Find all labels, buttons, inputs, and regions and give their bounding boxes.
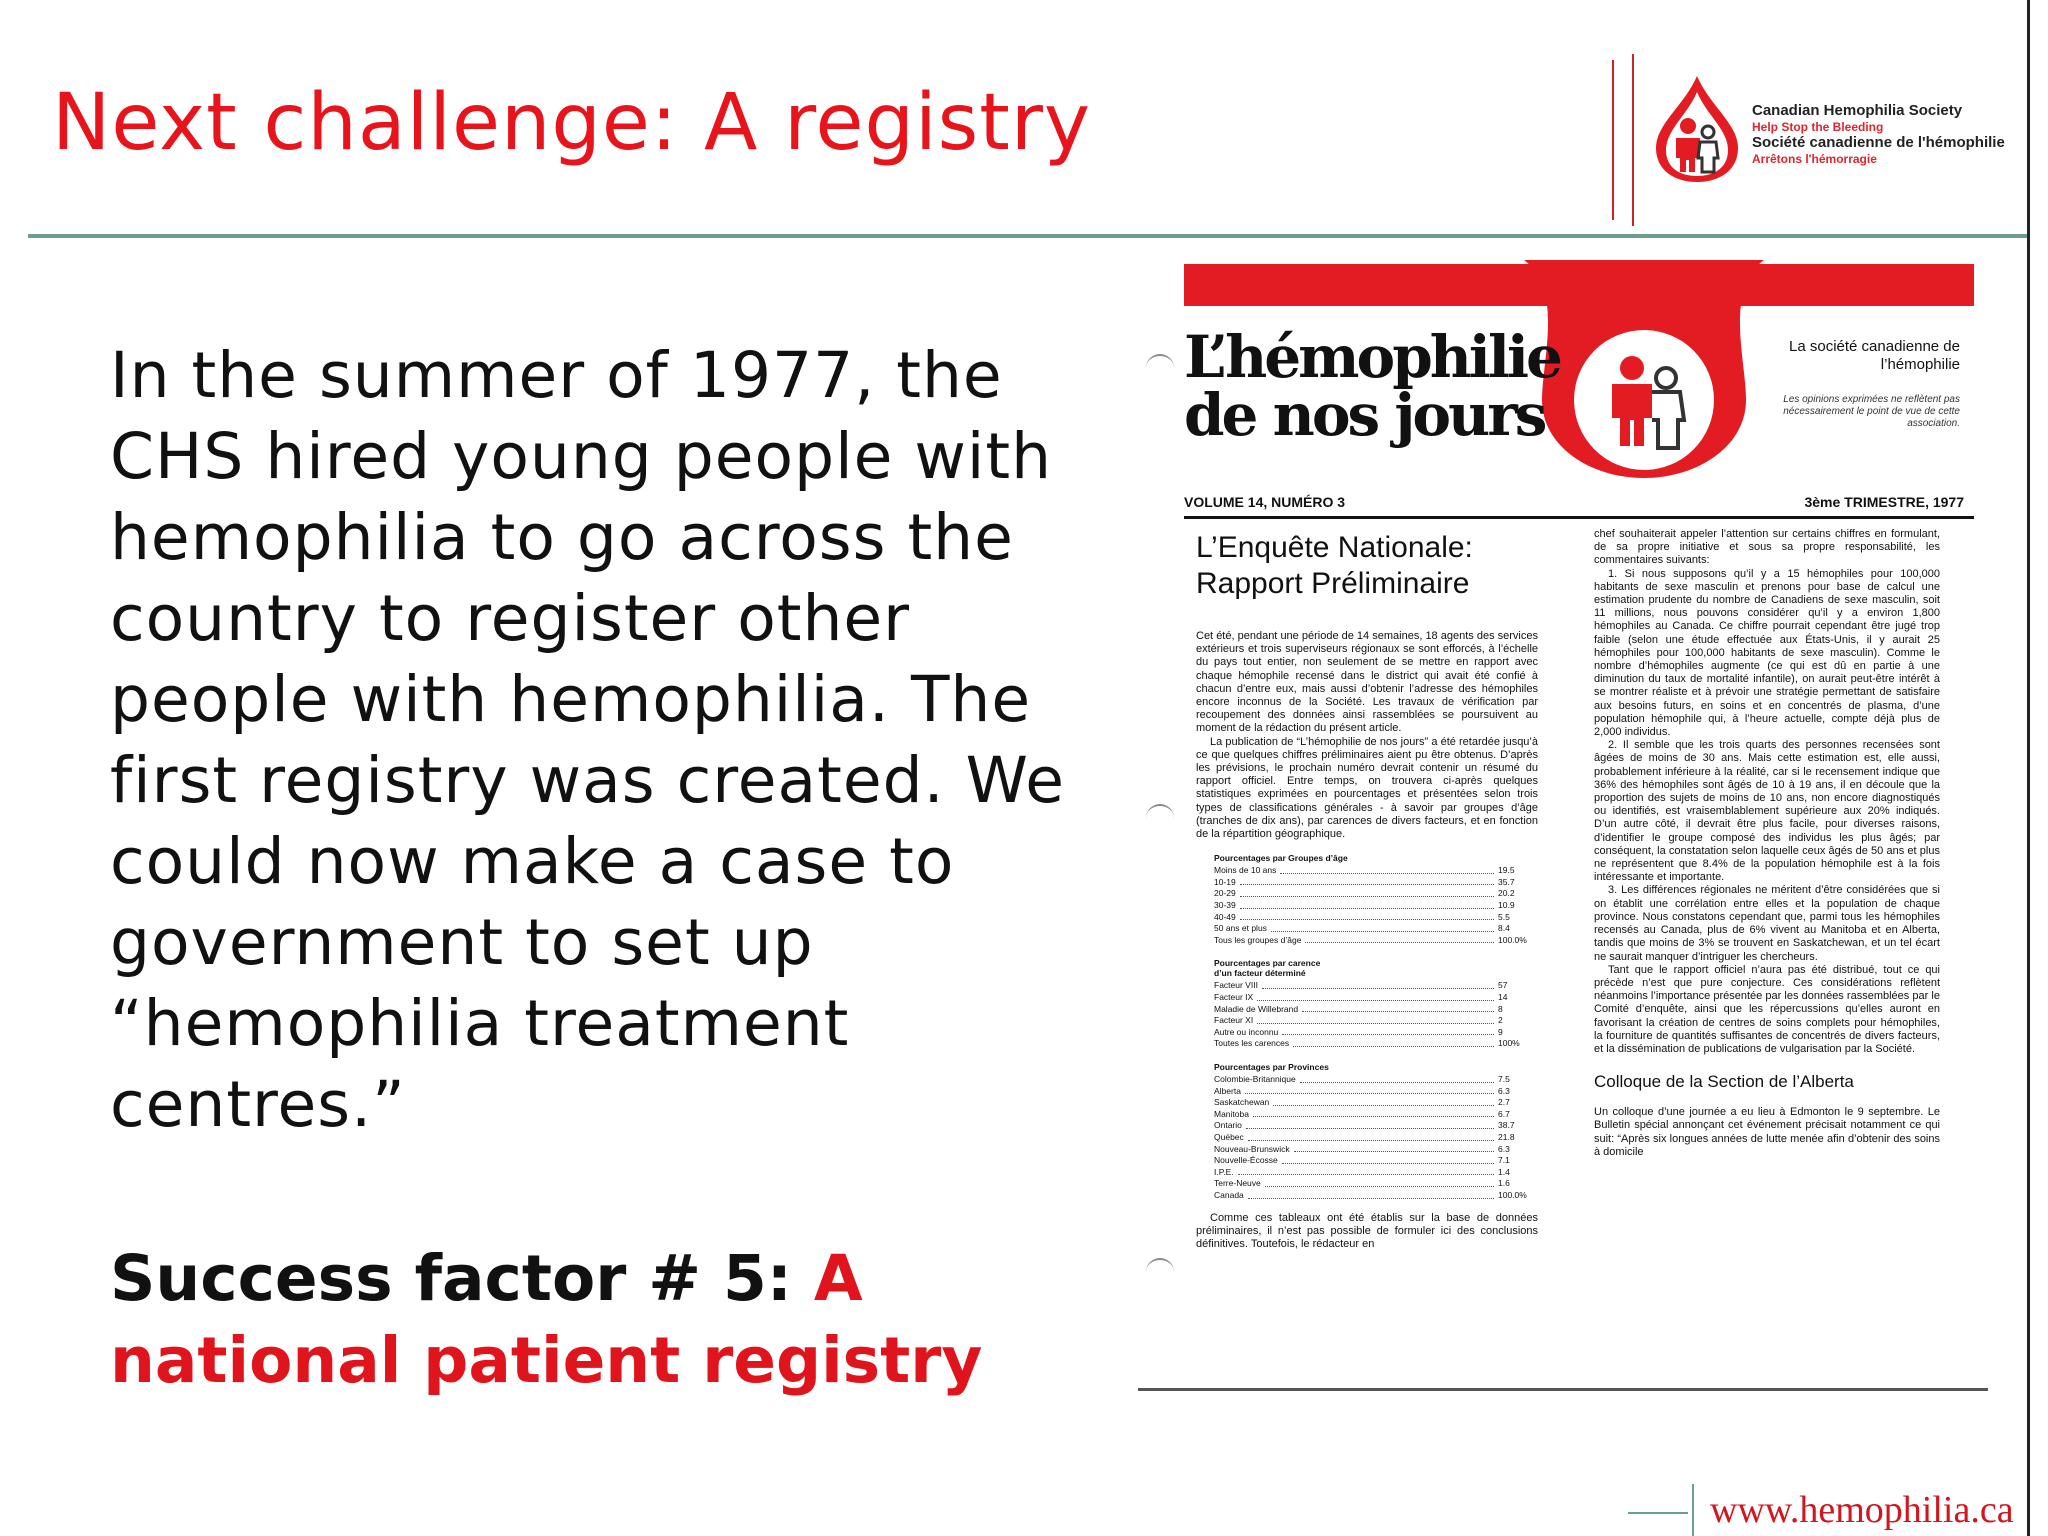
row-value: 38.7 xyxy=(1498,1120,1515,1131)
table-row xyxy=(1214,1109,1536,1121)
row-label: Toutes les carences xyxy=(1214,1038,1290,1049)
row-label: Québec xyxy=(1214,1131,1244,1142)
volume-bar xyxy=(1184,486,1974,519)
body-text: In the summer of 1977, the CHS hired young people with hemophilia to go across the country to register other people with hemophilia. The first registry was created. We could now make a case to government to set up “hemophilia treatment centres.” xyxy=(110,339,1066,1141)
factor-table xyxy=(1214,958,1536,1050)
province-table xyxy=(1214,1062,1536,1202)
paragraph: 3. Les différences régionales ne méritent d’être considérées que si on établit une corrélation entre elles et la population de chaque province. Nous constatons cependant que, parmi tous les hémophiles recensés au Canada, plus de 6% vivent au Manitoba et en Alberta, tandis que moins de 3% se trouvent en Saskatchewan, et un tel écart ne saurait manquer d’intriguer les chercheurs. xyxy=(1594,884,1940,963)
slide-right-edge xyxy=(2027,0,2030,1536)
footer-divider xyxy=(1692,1484,1694,1536)
row-value: 2 xyxy=(1498,1015,1503,1026)
logo-name-fr: Société canadienne de l'hémophilie xyxy=(1752,133,2005,151)
row-value: 6.7 xyxy=(1498,1108,1510,1119)
table-row xyxy=(1214,1074,1536,1086)
masthead-line2: de nos jours xyxy=(1184,381,1545,449)
row-label: Terre-Neuve xyxy=(1214,1178,1261,1189)
logo-divider xyxy=(1612,60,1614,220)
table-row xyxy=(1214,1190,1536,1202)
table-row xyxy=(1214,1167,1536,1179)
row-value: 57 xyxy=(1498,980,1508,991)
row-label: Nouvelle-Écosse xyxy=(1214,1155,1278,1166)
newsletter-org: La société canadienne de l’hémophilie xyxy=(1789,338,1960,373)
row-label: Manitoba xyxy=(1214,1108,1249,1119)
newsletter-disclaimer: Les opinions exprimées ne reflètent pas nécessairement le point de vue de cette association. xyxy=(1783,394,1960,429)
table-row xyxy=(1214,935,1536,947)
paragraph: 2. Il semble que les trois quarts des personnes recensées sont âgées de moins de 30 ans. Mais cette estimation est, elle aussi, probablement inférieure à la réalité, car si le recensement indique que 36% des hémophiles sont âgés de 10 à 19 ans, il en découle que la proportion des sujets de moins de 10 ans, non encore diagnostiqués ou identifiés, est vraisemblablement supérieure aux 20% indiqués. D’un autre côté, il devrait être plus facile, pour diverses raisons, d’identifier le groupe composé des individus les plus âgés; par conséquent, la constatation selon laquelle ceux âgés de 50 ans et plus ne représentent que 8.4% de la population hémophile est à la fois intéressante et importante. xyxy=(1594,739,1940,884)
row-value: 8.4 xyxy=(1498,923,1510,934)
footer-rule xyxy=(1628,1512,1688,1514)
logo-tagline-fr: Arrêtons l'hémorragie xyxy=(1752,151,1877,166)
row-label: 30-39 xyxy=(1214,900,1236,911)
table-row xyxy=(1214,1155,1536,1167)
row-value: 14 xyxy=(1498,992,1508,1002)
table-row xyxy=(1214,865,1536,877)
row-label: 10-19 xyxy=(1214,876,1236,887)
punch-hole xyxy=(1146,804,1174,820)
table-row xyxy=(1214,1132,1536,1144)
row-value: 1.4 xyxy=(1498,1166,1510,1177)
logo-divider xyxy=(1632,54,1634,226)
row-value: 10.9 xyxy=(1498,900,1515,911)
row-value: 6.3 xyxy=(1498,1085,1510,1096)
row-value: 2.7 xyxy=(1498,1097,1510,1108)
row-value: 21.8 xyxy=(1498,1131,1515,1142)
table-row xyxy=(1214,1027,1536,1039)
row-label: 20-29 xyxy=(1214,888,1236,899)
article-title-line2: Rapport Préliminaire xyxy=(1196,567,1470,600)
chs-drop-icon xyxy=(1648,72,1746,184)
title-rule xyxy=(28,234,2028,238)
age-table-heading: Pourcentages par Groupes d’âge xyxy=(1214,853,1348,864)
table-row xyxy=(1214,923,1536,935)
article-title xyxy=(1196,530,1473,602)
row-value: 1.6 xyxy=(1498,1178,1510,1189)
table-row xyxy=(1214,900,1536,912)
row-value: 100% xyxy=(1498,1038,1520,1049)
row-label: I.P.E. xyxy=(1214,1166,1234,1177)
punch-hole xyxy=(1146,1258,1174,1274)
table-row xyxy=(1214,1015,1536,1027)
paragraph: Un colloque d’une journée a eu lieu à Edmonton le 9 septembre. Le Bulletin spécial annonçant cet événement précisait notamment ce qui suit: “Après six longues années de lutte menée afin d’obtenir des soins à domicile xyxy=(1594,1106,1940,1158)
table-row xyxy=(1214,877,1536,889)
row-value: 100.0% xyxy=(1498,934,1527,945)
row-label: Saskatchewan xyxy=(1214,1097,1270,1108)
row-value: 7.5 xyxy=(1498,1073,1510,1084)
table-row xyxy=(1214,888,1536,900)
row-value: 19.5 xyxy=(1498,865,1515,876)
paragraph: La publication de “L’hémophilie de nos jours” a été retardée jusqu’à ce que quelques chiffres préliminaires aient pu être obtenus. D’après les prévisions, le prochain numéro devrait contenir un résumé du rapport officiel. Entre temps, on trouvera ci-après quelques statistiques exprimées en pourcentages et présentées selon trois types de classifications générales - à savoir par groupes d’âge (tranches de dix ans), par carences de divers facteurs, et en fonction de la répartition géographique. xyxy=(1196,735,1538,841)
paragraph: 1. Si nous supposons qu’il y a 15 hémophiles pour 100,000 habitants de sexe masculin et prenons pour base de calcul une estimation prudente du nombre de Canadiens de sexe masculin, soit 11 millions, nous pouvons considérer qu’il y a environ 1,800 hémophiles au Canada. Ce chiffre pourrait cependant être jugé trop faible (selon une étude effectuée aux États-Unis, il y aurait 25 hémophiles pour 100,000 habitants de sexe masculin). Comme le nombre d’hémophiles augmente (ce qui est dû en partie à une diminution du taux de mortalité infantile), on aurait peut-être intérêt à se montrer réaliste et à prévoir une stratégie permettant de satisfaire aux besoins futurs, en soins et en concentrés de plasma, d’une population hémophile qui, à l’heure actuelle, compte déjà plus de 2,000 individus. xyxy=(1594,567,1940,739)
success-factor xyxy=(110,1238,1010,1402)
row-label: 50 ans et plus xyxy=(1214,923,1267,934)
masthead-line1: L’hémophilie xyxy=(1184,323,1560,391)
masthead-title xyxy=(1184,323,1560,449)
paragraph: Tant que le rapport officiel n’aura pas été distribué, tout ce qui précède n’est que pure conjecture. Ces considérations reflètent néanmoins l’importance présentée par les données rassemblées par le Comité d’enquête, ainsi que les répercussions qu’elles auront en favorisant la création de centres de soins complets pour hémophiles, la fourniture de quantités suffisantes de concentrés de divers facteurs, et la dissémination de publications de vulgarisation par la Société. xyxy=(1594,963,1940,1055)
table-row xyxy=(1214,992,1536,1004)
factor-heading-line2: d’un facteur déterminé xyxy=(1214,968,1306,979)
row-value: 6.3 xyxy=(1498,1143,1510,1154)
row-label: Tous les groupes d’âge xyxy=(1214,934,1302,945)
masthead-drop-icon xyxy=(1524,260,1764,480)
chs-logo xyxy=(1648,66,2028,190)
factor-table-heading xyxy=(1214,958,1536,978)
row-label: Facteur VIII xyxy=(1214,980,1258,991)
logo-tagline-en: Help Stop the Bleeding xyxy=(1752,119,1884,134)
success-highlight: A national patient registry xyxy=(110,1242,983,1397)
table-row xyxy=(1214,1097,1536,1109)
row-label: Facteur XI xyxy=(1214,1015,1254,1026)
table-row xyxy=(1214,980,1536,992)
row-label: Facteur IX xyxy=(1214,992,1254,1002)
issue-quarter: 3ème TRIMESTRE, 1977 xyxy=(1804,494,1964,510)
logo-name-en: Canadian Hemophilia Society xyxy=(1752,102,1963,119)
section-subtitle: Colloque de la Section de l’Alberta xyxy=(1594,1072,1854,1092)
row-value: 5.5 xyxy=(1498,911,1510,922)
article-title-line1: L’Enquête Nationale: xyxy=(1196,531,1473,564)
row-label: 40-49 xyxy=(1214,911,1236,922)
row-label: Maladie de Willebrand xyxy=(1214,1003,1299,1014)
table-row xyxy=(1214,912,1536,924)
row-label: Autre ou inconnu xyxy=(1214,1026,1279,1037)
row-value: 20.2 xyxy=(1498,888,1515,899)
table-row xyxy=(1214,1004,1536,1016)
paragraph: Cet été, pendant une période de 14 semaines, 18 agents des services extérieurs et trois superviseurs régionaux se sont efforcés, à l’échelle du pays tout entier, non seulement de se mettre en rapport avec chaque hémophile recensé dans le district qui avait été confié à chacun d’entre eux, mais aussi d’obtenir l’adresse des hémophiles encore inconnus de la Société. Les travaux de vérification par recoupement des données ainsi rassemblées se poursuivent au moment de la rédaction du présent article. xyxy=(1196,630,1538,735)
age-table xyxy=(1214,853,1536,946)
row-label: Moins de 10 ans xyxy=(1214,865,1277,876)
row-value: 8 xyxy=(1498,1003,1503,1014)
row-label: Nouveau-Brunswick xyxy=(1214,1143,1290,1154)
volume-number: VOLUME 14, NUMÉRO 3 xyxy=(1184,494,1346,510)
punch-hole xyxy=(1146,354,1174,370)
row-value: 100.0% xyxy=(1498,1189,1527,1200)
newsletter-scan xyxy=(1138,258,1988,1396)
footer-url[interactable]: www.hemophilia.ca xyxy=(1710,1489,2014,1531)
row-label: Canada xyxy=(1214,1189,1244,1200)
table-row xyxy=(1214,1144,1536,1156)
table-row xyxy=(1214,1038,1536,1050)
row-label: Colombie-Britannique xyxy=(1214,1073,1296,1084)
row-value: 9 xyxy=(1498,1026,1503,1037)
row-label: Alberta xyxy=(1214,1085,1241,1096)
left-column xyxy=(1196,630,1538,1251)
table-row xyxy=(1214,1086,1536,1098)
row-value: 7.1 xyxy=(1498,1155,1510,1166)
factor-heading-line1: Pourcentages par carence xyxy=(1214,958,1321,969)
success-prefix: Success factor # 5: xyxy=(110,1242,814,1315)
paragraph: Comme ces tableaux ont été établis sur la base de données préliminaires, il n’est pas possible de formuler ici des conclusions définitives. Toutefois, le rédacteur en xyxy=(1196,1211,1538,1250)
right-column xyxy=(1594,528,1940,1159)
table-row xyxy=(1214,1178,1536,1190)
table-row xyxy=(1214,1120,1536,1132)
slide-title: Next challenge: A registry xyxy=(52,78,1092,168)
row-value: 35.7 xyxy=(1498,876,1515,887)
scan-bottom-rule xyxy=(1138,1388,1988,1391)
province-table-heading: Pourcentages par Provinces xyxy=(1214,1061,1329,1072)
paragraph: chef souhaiterait appeler l’attention sur certains chiffres en formulant, de sa propre initiative et sous sa propre responsabilité, les commentaires suivants: xyxy=(1594,528,1940,567)
row-label: Ontario xyxy=(1214,1120,1242,1131)
